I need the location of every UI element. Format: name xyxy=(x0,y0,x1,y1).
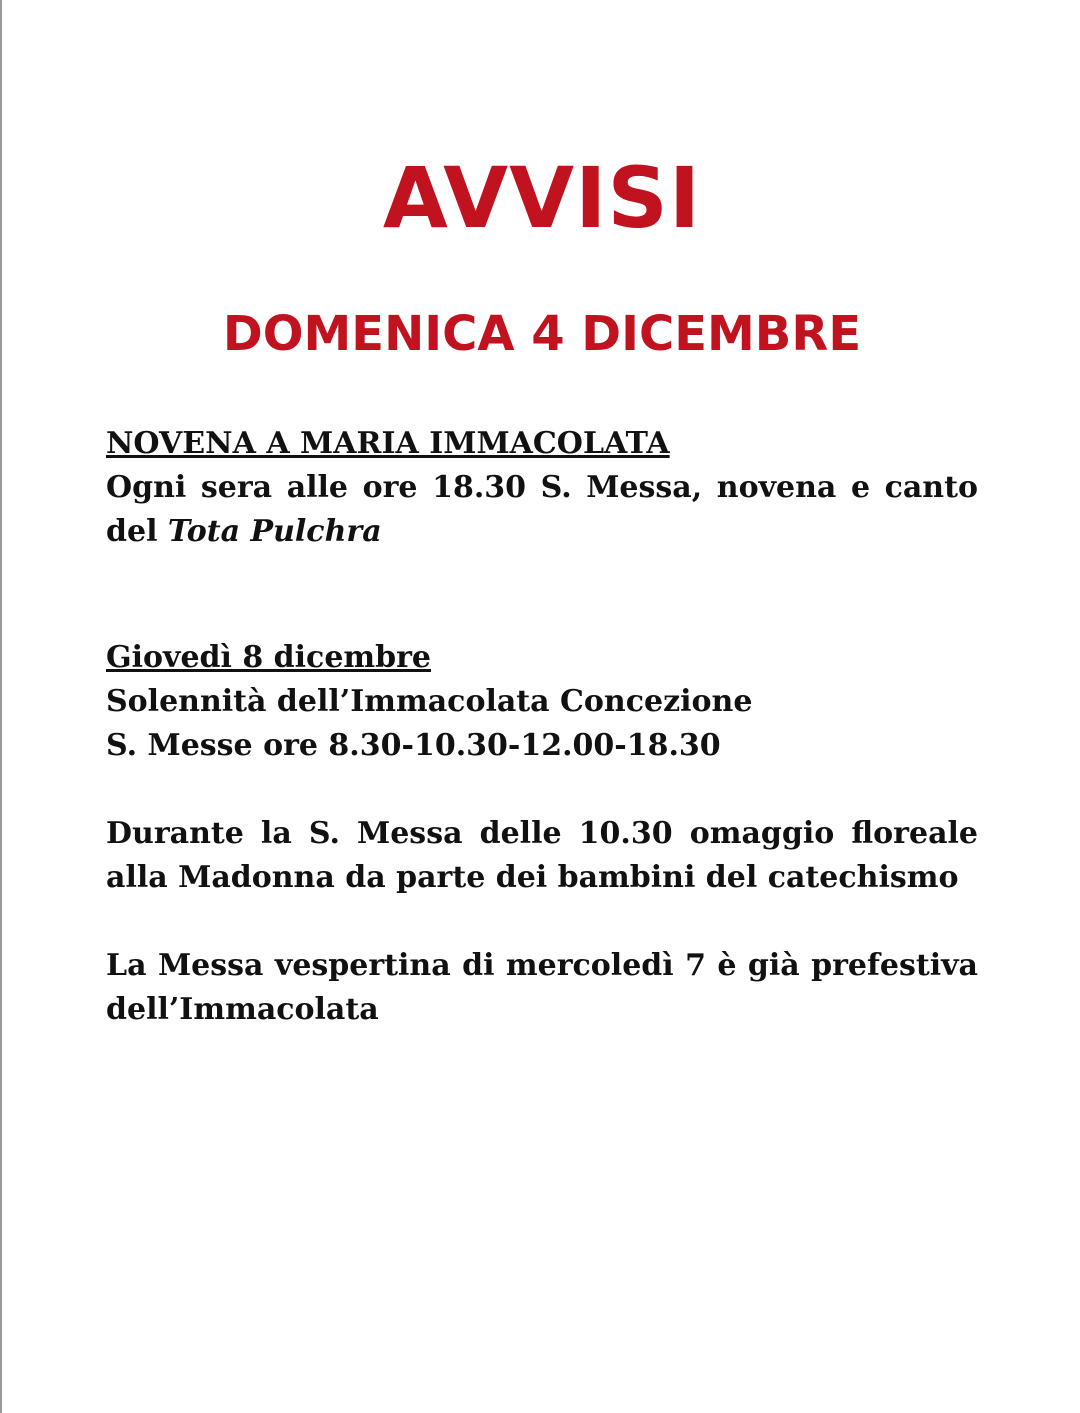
section-heading-date: Giovedì 8 dicembre xyxy=(106,640,432,675)
section-text-novena-italic: Tota Pulchra xyxy=(167,514,382,549)
notice-content xyxy=(106,422,978,1032)
section-text-vespertina: La Messa vespertina di mercoledì 7 è già prefestiva dell’Immacolata xyxy=(106,948,978,1027)
section-text-novena-main: Ogni sera alle ore 18.30 S. Messa, novena e canto del xyxy=(106,470,978,549)
spacer xyxy=(106,900,978,944)
spacer xyxy=(106,768,978,812)
section-immacolata xyxy=(106,636,978,768)
section-text-omaggio: Durante la S. Messa delle 10.30 omaggio floreale alla Madonna da parte dei bambini del catechismo xyxy=(106,816,978,895)
page-title: AVVISI xyxy=(382,149,702,247)
section-text-solennita: Solennità dell’Immacolata Concezione xyxy=(106,684,753,719)
section-text-messe-times: S. Messe ore 8.30-10.30-12.00-18.30 xyxy=(106,728,721,763)
section-omaggio xyxy=(106,812,978,900)
section-heading-novena: NOVENA A MARIA IMMACOLATA xyxy=(106,426,670,461)
section-novena xyxy=(106,422,978,554)
section-vespertina xyxy=(106,944,978,1032)
spacer xyxy=(106,554,978,636)
page-subtitle-date: DOMENICA 4 DICEMBRE xyxy=(222,306,862,362)
section-text-novena xyxy=(106,466,978,554)
